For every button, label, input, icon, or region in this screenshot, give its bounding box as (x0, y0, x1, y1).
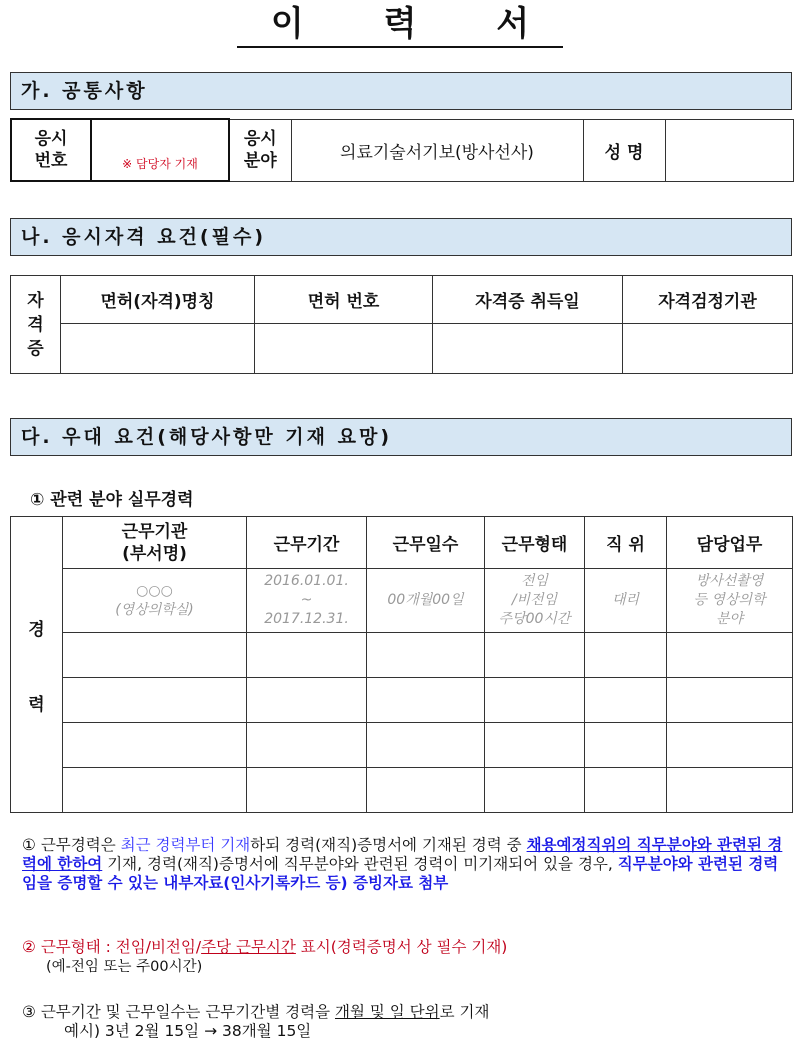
license-row-label: 자 격 증 (11, 276, 61, 374)
career-subtitle: ① 관련 분야 실무경력 (30, 490, 194, 510)
example-type: 전임 /비전임 주당00시간 (485, 569, 585, 633)
col-license-authority: 자격검정기관 (623, 276, 793, 324)
col-workplace: 근무기관 (부서명) (63, 517, 247, 569)
license-authority-input[interactable] (623, 324, 793, 374)
col-work-period: 근무기간 (247, 517, 367, 569)
section-a-header: 가. 공통사항 (10, 72, 792, 110)
exam-number-label: 응시 번호 (11, 119, 91, 181)
col-license-number: 면허 번호 (255, 276, 433, 324)
exam-field-value: 의료기술서기보(방사선사) (291, 119, 583, 181)
example-workplace: ○○○ (영상의학실) (63, 569, 247, 633)
common-info-table (10, 118, 794, 182)
table-row[interactable] (11, 678, 793, 723)
table-row[interactable] (11, 768, 793, 813)
license-date-input[interactable] (433, 324, 623, 374)
col-license-name: 면허(자격)명칭 (61, 276, 255, 324)
col-duties: 담당업무 (667, 517, 793, 569)
license-table (10, 275, 793, 374)
example-row (11, 569, 793, 633)
license-number-input[interactable] (255, 324, 433, 374)
career-row-label: 경 력 (11, 517, 63, 813)
name-field[interactable] (665, 119, 793, 181)
example-period: 2016.01.01. ~ 2017.12.31. (247, 569, 367, 633)
col-work-type: 근무형태 (485, 517, 585, 569)
staff-entry-note: ※ 담당자 기재 (122, 157, 198, 171)
table-row[interactable] (11, 633, 793, 678)
example-days: 00개월00일 (367, 569, 485, 633)
section-b-header: 나. 응시자격 요건(필수) (10, 218, 792, 256)
col-position: 직 위 (585, 517, 667, 569)
career-table (10, 516, 793, 813)
example-position: 대리 (585, 569, 667, 633)
note-3: ③ 근무기간 및 근무일수는 근무기간별 경력을 개월 및 일 단위로 기재 예시) 3년 2월 15일 → 38개월 15일 (22, 1003, 490, 1040)
table-row[interactable] (11, 723, 793, 768)
example-duties: 방사선촬영 등 영상의학 분야 (667, 569, 793, 633)
note-2: ② 근무형태 : 전임/비전임/주당 근무시간 표시(경력증명서 상 필수 기재) (예-전임 또는 주00시간) (22, 938, 508, 975)
col-work-days: 근무일수 (367, 517, 485, 569)
note-1: ① 근무경력은 최근 경력부터 기재하되 경력(재직)증명서에 기재된 경력 중 채용예정직위의 직무분야와 관련된 경력에 한하여 기재, 경력(재직)증명서에 직무분야와 관련된 경력이 미기재되어 있을 경우, 직무분야와 관련된 경력임을 증명할 수 있는 내부자료(인사기록카드 등) 증빙자료 첨부 (22, 836, 783, 892)
section-c-header: 다. 우대 요건(해당사항만 기재 요망) (10, 418, 792, 456)
name-label: 성 명 (583, 119, 665, 181)
exam-number-field[interactable] (91, 119, 229, 181)
license-name-input[interactable] (61, 324, 255, 374)
document-title: 이 력 서 (0, 2, 800, 48)
exam-field-label: 응시 분야 (229, 119, 291, 181)
col-license-date: 자격증 취득일 (433, 276, 623, 324)
